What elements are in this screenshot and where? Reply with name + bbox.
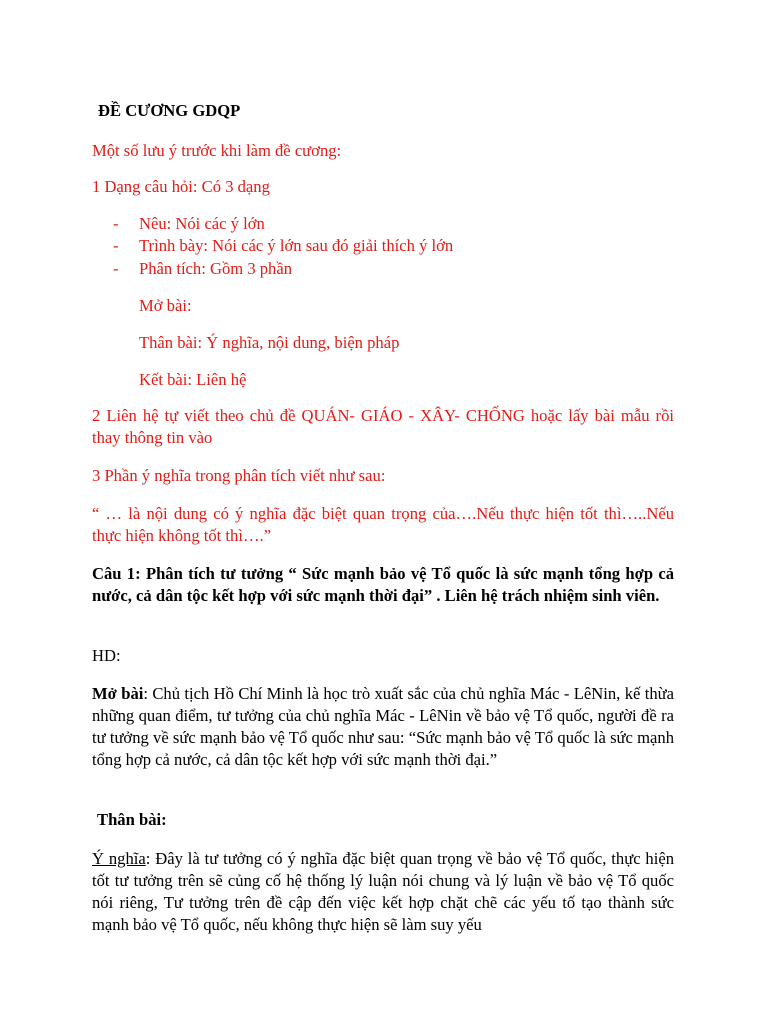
bullet-item (113, 258, 292, 280)
bullet-item (113, 213, 265, 235)
bullet-dash: - (113, 214, 119, 233)
notes-heading: Một số lưu ý trước khi làm đề cương: (92, 141, 342, 160)
hd-label: HD: (92, 646, 121, 665)
y-nghia-text: : Đây là tư tưởng có ý nghĩa đặc biệt quan trọng về bảo vệ Tổ quốc, thực hiện tốt tư tưởng trên sẽ củng cố hệ thống lý luận nói chung và lý luận về bảo vệ Tổ quốc nói riêng, Tư tưởng trên đề cập đến việc kết hợp chặt chẽ các yếu tố tạo thành sức mạnh bảo vệ Tổ quốc, nếu không thực hiện sẽ làm suy yếu (92, 849, 675, 934)
mo-bai-text: : Chủ tịch Hồ Chí Minh là học trò xuất sắc của chủ nghĩa Mác - LêNin, kế thừa những quan điểm, tư tưởng của chủ nghĩa Mác - LêNin về bảo vệ Tổ quốc, người đề ra tư tưởng về sức mạnh bảo vệ Tổ quốc như sau: “Sức mạnh bảo vệ Tổ quốc là sức mạnh tổng hợp cả nước, cả dân tộc kết hợp với sức mạnh thời đại.” (92, 684, 674, 769)
note-item-3: 3 Phần ý nghĩa trong phân tích viết như sau: (92, 466, 386, 485)
mo-bai-label: Mở bài (92, 684, 144, 703)
sub-item-mo-bai: Mở bài: (139, 296, 192, 315)
than-bai-heading: Thân bài: (97, 810, 167, 829)
question-text: Phân tích tư tưởng “ Sức mạnh bảo vệ Tổ quốc là sức mạnh tổng hợp cả nước, cả dân tộc kết hợp với sức mạnh thời đại” . Liên hệ trách nhiệm sinh viên. (92, 564, 675, 605)
bullet-dash: - (113, 259, 119, 278)
question-label: Câu 1: (92, 564, 141, 583)
note-item-2: 2 Liên hệ tự viết theo chủ đề QUÁN- GIÁO - XÂY- CHỐNG hoặc lấy bài mẫu rồi thay thông tin vào (92, 406, 674, 447)
bullet-text: Phân tích: Gồm 3 phần (139, 259, 293, 278)
sub-item-than-bai: Thân bài: Ý nghĩa, nội dung, biện pháp (139, 333, 400, 352)
y-nghia-label: Ý nghĩa (92, 849, 146, 868)
quote-template: “ … là nội dung có ý nghĩa đặc biệt quan trọng của….Nếu thực hiện tốt thì…..Nếu thực hiện không tốt thì….” (92, 504, 674, 545)
document-title: ĐỀ CƯƠNG GDQP (98, 101, 241, 120)
note-item-1: 1 Dạng câu hỏi: Có 3 dạng (92, 177, 270, 196)
sub-item-ket-bai: Kết bài: Liên hệ (139, 370, 247, 389)
question-1 (92, 563, 674, 607)
y-nghia-paragraph (92, 848, 674, 936)
bullet-text: Trình bày: Nói các ý lớn sau đó giải thích ý lớn (139, 236, 454, 255)
bullet-dash: - (113, 236, 119, 255)
bullet-text: Nêu: Nói các ý lớn (139, 214, 265, 233)
bullet-item (113, 235, 453, 257)
mo-bai-paragraph (92, 683, 674, 771)
